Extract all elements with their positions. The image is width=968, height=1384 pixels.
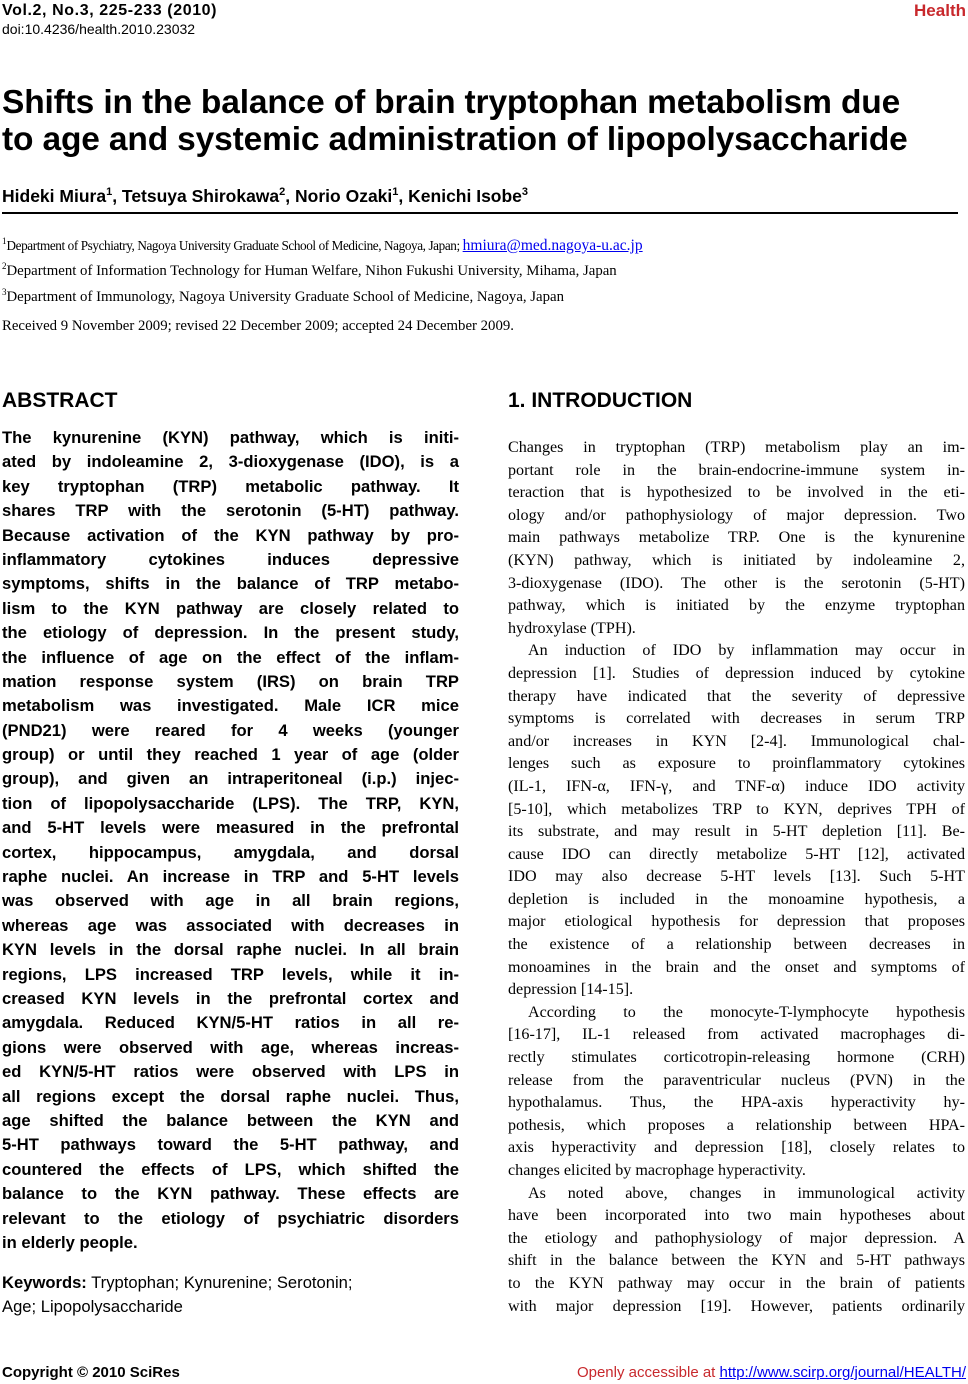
author-affiliation-mark: 1 [106, 186, 113, 199]
abstract-line: age shifted the balance between the KYN and [2, 1110, 459, 1130]
introduction-line: axis hyperactivity and depression [18], closely relates to [508, 1139, 965, 1157]
affiliation-mark: 3 [2, 286, 7, 297]
introduction-line: the existence of a relationship between decreases in [508, 936, 965, 954]
abstract-line: group) or until they reached 1 year of age (older [2, 745, 459, 765]
abstract-line: ed KYN/5-HT ratios were observed with LPS in [2, 1062, 459, 1082]
introduction-line: depletion is included in the monoamine hypothesis, a [508, 890, 965, 908]
introduction-line: pothesis, which proposes a relationship between HPA- [508, 1116, 965, 1134]
keywords-list-continued: Age; Lipopolysaccharide [2, 1297, 183, 1316]
introduction-line: According to the monocyte-T-lymphocyte hypothesis [528, 1003, 965, 1021]
introduction-line: release from the paraventricular nucleus (PVN) in the [508, 1071, 965, 1089]
introduction-line: ology and/or pathophysiology of major depression. Two [508, 506, 965, 524]
abstract-line: group), and given an intraperitoneal (i.p.) injec- [2, 769, 459, 789]
abstract-line: countered the effects of LPS, which shifted the [2, 1159, 459, 1179]
footer-copyright: Copyright © 2010 SciRes [2, 1364, 180, 1381]
title-line-2: to age and systemic administration of lipopolysaccharide [2, 121, 908, 158]
author-name: Hideki Miura [2, 186, 107, 206]
abstract-line: in elderly people. [2, 1232, 138, 1252]
title-line-1: Shifts in the balance of brain tryptophan metabolism due [2, 84, 901, 121]
affiliation-text: Department of Information Technology for Human Welfare, Nihon Fukushi University, Mihama, Japan [6, 263, 617, 280]
abstract-line: lism to the KYN pathway are closely related to [2, 598, 459, 618]
abstract-line: raphe nuclei. An increase in TRP and 5-HT levels [2, 867, 459, 887]
abstract-line: inflammatory cytokines induces depressive [2, 549, 459, 569]
introduction-line: hydroxylase (TPH). [508, 619, 636, 637]
email-link[interactable]: hmiura@med.nagoya-u.ac.jp [462, 236, 643, 254]
abstract-line: the etiology of depression. In the present study, [2, 623, 459, 643]
affiliation-3 [2, 282, 643, 307]
introduction-line: [5-10], which metabolizes TRP to KYN, deprives TPH of [508, 800, 965, 818]
abstract-line: gions were observed with age, whereas increas- [2, 1037, 459, 1057]
abstract-line: cortex, hippocampus, amygdala, and dorsal [2, 842, 459, 862]
abstract-line: 5-HT pathways toward the 5-HT pathway, and [2, 1135, 459, 1155]
introduction-line: cause IDO can directly metabolize 5-HT [12], activated [508, 845, 965, 863]
introduction-line: main pathways metabolize TRP. One is the kynurenine [508, 529, 965, 547]
introduction-line: Changes in tryptophan (TRP) metabolism play an im- [508, 439, 965, 456]
author-affiliation-mark: 2 [279, 186, 286, 199]
abstract-line: regions, LPS increased TRP levels, while it in- [2, 964, 459, 984]
abstract-heading: ABSTRACT [2, 389, 118, 412]
introduction-line: the etiology and pathophysiology of major depression. A [508, 1229, 965, 1247]
affiliations [2, 231, 643, 307]
abstract-line: balance to the KYN pathway. These effects are [2, 1184, 459, 1204]
introduction-line: teraction that is hypothesized to be involved in the eti- [508, 484, 965, 502]
abstract-line: tion of lipopolysaccharide (LPS). The TRP, KYN, [2, 793, 459, 813]
abstract-line: KYN levels in the dorsal raphe nuclei. In all brain [2, 940, 459, 960]
abstract-line: was observed with age in all brain regions, [2, 891, 459, 911]
received-dates: Received 9 November 2009; revised 22 December 2009; accepted 24 December 2009. [2, 318, 514, 334]
introduction-line: and/or increases in KYN [2-4]. Immunological chal- [508, 732, 965, 750]
abstract-line: whereas age was associated with decreases in [2, 915, 459, 935]
keywords [2, 1271, 353, 1319]
journal-url-link[interactable]: http://www.scirp.org/journal/HEALTH/ [719, 1364, 966, 1381]
affiliation-mark: 2 [2, 261, 7, 272]
abstract-line: shares TRP with the serotonin (5-HT) pathway. [2, 501, 459, 521]
introduction-line: IDO may also decrease 5-HT levels [13]. Such 5-HT [508, 868, 965, 886]
footer-access-text: Openly accessible at [576, 1364, 720, 1381]
abstract-line: creased KYN levels in the prefrontal cortex and [2, 988, 459, 1008]
author-name: Tetsuya Shirokawa [121, 186, 280, 206]
abstract-line: The kynurenine (KYN) pathway, which is initi- [2, 428, 459, 447]
footer-access [577, 1364, 966, 1381]
introduction-line: (KYN) pathway, which is initiated by indoleamine 2, [508, 551, 965, 569]
introduction-line: [16-17], IL-1 released from activated macrophages di- [508, 1026, 965, 1044]
abstract-line: ated by indoleamine 2, 3-dioxygenase (IDO), is a [2, 452, 459, 472]
introduction-line: to the KYN pathway may occur in the brain of patients [508, 1274, 965, 1292]
introduction-line: symptoms is correlated with decreases in serum TRP [508, 710, 965, 728]
affiliation-mark: 1 [2, 236, 7, 246]
abstract-line: and 5-HT levels were measured in the prefrontal [2, 818, 459, 838]
introduction-line: with major depression [19]. However, patients ordinarily [508, 1297, 965, 1315]
title-divider [2, 212, 958, 214]
introduction-body [508, 437, 965, 1318]
doi: doi:10.4236/health.2010.23032 [2, 21, 196, 37]
introduction-line: rectly stimulates corticotropin-releasing hormone (CRH) [508, 1049, 965, 1067]
abstract-line: all regions except the dorsal raphe nuclei. Thus, [2, 1086, 459, 1106]
author-affiliation-mark: 1 [392, 186, 399, 199]
abstract-line: key tryptophan (TRP) metabolic pathway. It [2, 476, 459, 496]
journal-name: Health [914, 1, 966, 20]
introduction-line: pathway, which is initiated by the enzyme tryptophan [508, 597, 965, 615]
abstract-line: amygdala. Reduced KYN/5-HT ratios in all re- [2, 1013, 459, 1033]
introduction-line: major etiological hypothesis for depression that proposes [508, 913, 965, 931]
affiliation-2 [2, 256, 643, 281]
introduction-line: 3-dioxygenase (IDO). The other is the serotonin (5-HT) [508, 574, 965, 592]
introduction-heading: 1. INTRODUCTION [508, 389, 693, 412]
introduction-line: monoamines in the brain and the onset and symptoms of [508, 958, 965, 976]
introduction-line: changes elicited by macrophage hyperactivity. [508, 1162, 806, 1179]
abstract-line: symptoms, shifts in the balance of TRP metabo- [2, 574, 459, 594]
author-name: Norio Ozaki [295, 186, 393, 206]
introduction-line: shift in the balance between the KYN and 5-HT pathways [508, 1252, 965, 1270]
abstract-line: the influence of age on the effect of the inflam- [2, 647, 459, 667]
author-affiliation-mark: 3 [521, 186, 529, 199]
abstract-line: (PND21) were reared for 4 weeks (younger [2, 720, 459, 740]
introduction-line: depression [14-15]. [508, 981, 634, 999]
abstract-line: Because activation of the KYN pathway by pro- [2, 525, 459, 545]
introduction-line: portant role in the brain-endocrine-immune system in- [508, 461, 965, 479]
introduction-line: (IL-1, IFN-α, IFN-γ, and TNF-α) induce IDO activity [508, 777, 965, 795]
author-list: Hideki Miura$^1$, Tetsuya Shirokawa$^2$, Norio Ozaki$^1$, Kenichi Isobe$^3$ [2, 186, 529, 206]
affiliation-text: Department of Psychiatry, Nagoya University Graduate School of Medicine, Nagoya, Japan; [6, 237, 463, 253]
introduction-line: An induction of IDO by inflammation may occur in [528, 642, 965, 660]
abstract-body [2, 426, 459, 1255]
abstract-line: metabolism was investigated. Male ICR mice [2, 696, 459, 716]
affiliation-1 [2, 231, 643, 256]
journal-volume: Vol.2, No.3, 225-233 (2010) [2, 2, 218, 19]
introduction-line: depression [1]. Studies of depression induced by cytokine [508, 664, 965, 682]
keywords-list: Tryptophan; Kynurenine; Serotonin; [86, 1273, 353, 1292]
introduction-line: hypothalamus. Thus, the HPA-axis hyperactivity hy- [508, 1094, 965, 1112]
introduction-line: lenges such as exposure to proinflammatory cytokines [508, 755, 965, 773]
author-name: Kenichi Isobe [408, 186, 522, 206]
affiliation-text: Department of Immunology, Nagoya University Graduate School of Medicine, Nagoya, Japan [6, 288, 564, 305]
introduction-line: its substrate, and may result in 5-HT depletion [11]. Be- [508, 823, 965, 841]
introduction-line: therapy have indicated that the severity of depressive [508, 687, 965, 705]
keywords-label: Keywords: [2, 1273, 87, 1292]
paper-title [2, 84, 966, 158]
introduction-line: As noted above, changes in immunological activity [528, 1184, 965, 1202]
introduction-line: have been incorporated into two main hypotheses about [508, 1207, 965, 1225]
abstract-line: mation response system (IRS) on brain TRP [2, 671, 459, 691]
abstract-line: relevant to the etiology of psychiatric disorders [2, 1208, 459, 1228]
